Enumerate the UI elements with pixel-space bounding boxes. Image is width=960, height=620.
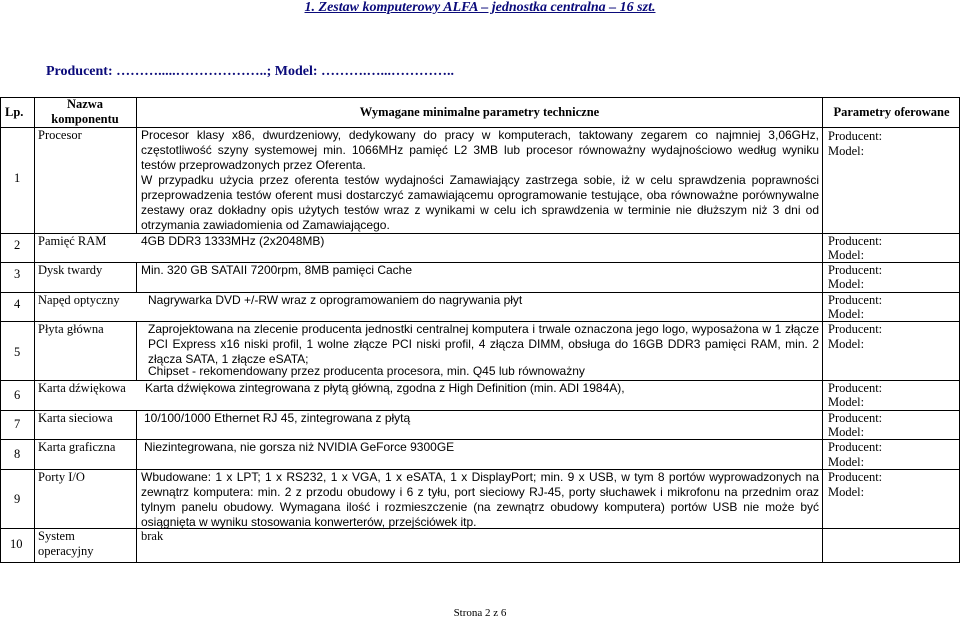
- row-1-model: Model:: [828, 144, 865, 158]
- row-6-component: Karta dźwiękowa: [38, 381, 126, 395]
- row-5-producer: Producent:: [828, 322, 883, 336]
- row-3-lp: 3: [14, 267, 21, 281]
- row-10-component: System operacyjny: [38, 529, 94, 558]
- row-1-params-a: Procesor klasy x86, dwurdzeniowy, dedykowany do pracy w komputerach, taktowany zegarem co najmniej 3,06GHz, częstotliwość szyny systemowej min. 1066MHz pamięć L2 3MB lub procesor równoważny wydajnościowo według wyniku testów przeprowadzonych przez Oferenta.: [141, 128, 819, 172]
- row-5-params-b: Chipset - rekomendowany przez producenta procesora, min. Q45 lub równoważny: [148, 364, 585, 378]
- row-8-params: Niezintegrowana, nie gorsza niż NVIDIA GeForce 9300GE: [144, 440, 455, 454]
- row-4-component: Napęd optyczny: [38, 293, 120, 307]
- row-7-params: 10/100/1000 Ethernet RJ 45, zintegrowana z płytą: [144, 411, 411, 425]
- row-6-lp: 6: [14, 388, 21, 402]
- row-4-params: Nagrywarka DVD +/-RW wraz z oprogramowaniem do nagrywania płyt: [148, 293, 523, 307]
- row-4-model: Model:: [828, 307, 865, 321]
- row-3-producer: Producent:: [828, 263, 883, 277]
- producer-model-line: Producent: ……….....………………..; Model: ……….…...…………..: [46, 64, 455, 79]
- header-lp: Lp.: [5, 105, 24, 119]
- row-1-component: Procesor: [38, 128, 82, 142]
- row-7-producer: Producent:: [828, 411, 883, 425]
- row-9-model: Model:: [828, 485, 865, 499]
- header-params: Wymagane minimalne parametry techniczne: [359, 105, 600, 119]
- row-7-model: Model:: [828, 425, 865, 439]
- row-3-params: Min. 320 GB SATAII 7200rpm, 8MB pamięci Cache: [141, 263, 413, 277]
- row-2-producer: Producent:: [828, 234, 883, 248]
- row-4-lp: 4: [14, 297, 21, 311]
- row-5-params-a: Zaprojektowana na zlecenie producenta jednostki centralnej komputera i trwale oznaczona jego logo, wyposażona w 1 złącze PCI Express x16 niski profil, 1 wolne złącze PCI niski profil, 4 złącza DIMM, obsługa do 16GB DDR3 pamięci RAM, min. 2 złącza SATA, 1 złącze eSATA;: [148, 322, 819, 366]
- row-1-lp: 1: [14, 171, 21, 185]
- row-3-model: Model:: [828, 277, 865, 291]
- row-4-producer: Producent:: [828, 293, 883, 307]
- row-6-params: Karta dźwiękowa zintegrowana z płytą główną, zgodna z High Definition (min. ADI 1984A),: [145, 381, 625, 395]
- row-9-lp: 9: [14, 492, 21, 506]
- row-2-component: Pamięć RAM: [38, 234, 107, 248]
- row-10-lp: 10: [10, 537, 23, 551]
- row-8-lp: 8: [14, 447, 21, 461]
- row-8-model: Model:: [828, 455, 865, 469]
- row-3-component: Dysk twardy: [38, 263, 103, 277]
- row-5-model: Model:: [828, 337, 865, 351]
- row-10-params: brak: [141, 529, 164, 543]
- header-offered: Parametry oferowane: [833, 105, 950, 119]
- specification-table: [0, 97, 960, 563]
- page-number: Strona 2 z 6: [453, 607, 507, 619]
- row-9-producer: Producent:: [828, 470, 883, 484]
- row-1-params-b: W przypadku użycia przez oferenta testów wydajności Zamawiający zastrzega sobie, iż w celu sprawdzenia poprawności przeprowadzenia testów oferent musi dostarczyć zamawiającemu oprogramowanie testujące, oba równoważne porównywalne zestawy oraz dokładny opis użytych testów wraz z wynikami w celu ich sprawdzenia w terminie nie dłuższym niż 3 dni od otrzymania zawiadomienia od Zamawiającego.: [141, 173, 819, 232]
- row-6-model: Model:: [828, 395, 865, 409]
- row-8-component: Karta graficzna: [38, 440, 116, 454]
- row-2-params: 4GB DDR3 1333MHz (2x2048MB): [141, 234, 325, 248]
- document-title: 1. Zestaw komputerowy ALFA – jednostka centralna – 16 szt.: [304, 0, 656, 15]
- row-2-lp: 2: [14, 238, 21, 252]
- row-8-producer: Producent:: [828, 440, 883, 454]
- row-9-params: Wbudowane: 1 x LPT; 1 x RS232, 1 x VGA, 1 x eSATA, 1 x DisplayPort; min. 9 x USB, w tym 8 portów wyprowadzonych na zewnątrz komputera: min. 2 z przodu obudowy i 6 z tyłu, port sieciowy RJ-45, porty słuchawek i mikrofonu na przednim oraz tylnym panelu obudowy. Wymagana ilość i rozmieszczenie (na zewnątrz obudowy komputera) portów USB nie może być osiągnięta w wyniku stosowania konwerterów, przejściówek itp.: [141, 470, 819, 529]
- row-1-producer: Producent:: [828, 129, 883, 143]
- row-5-component: Płyta główna: [38, 322, 104, 336]
- row-7-component: Karta sieciowa: [38, 411, 113, 425]
- row-2-model: Model:: [828, 248, 865, 262]
- header-component: Nazwa komponentu: [51, 97, 119, 126]
- row-5-lp: 5: [14, 345, 21, 359]
- row-6-producer: Producent:: [828, 381, 883, 395]
- row-7-lp: 7: [14, 417, 21, 431]
- row-9-component: Porty I/O: [38, 470, 85, 484]
